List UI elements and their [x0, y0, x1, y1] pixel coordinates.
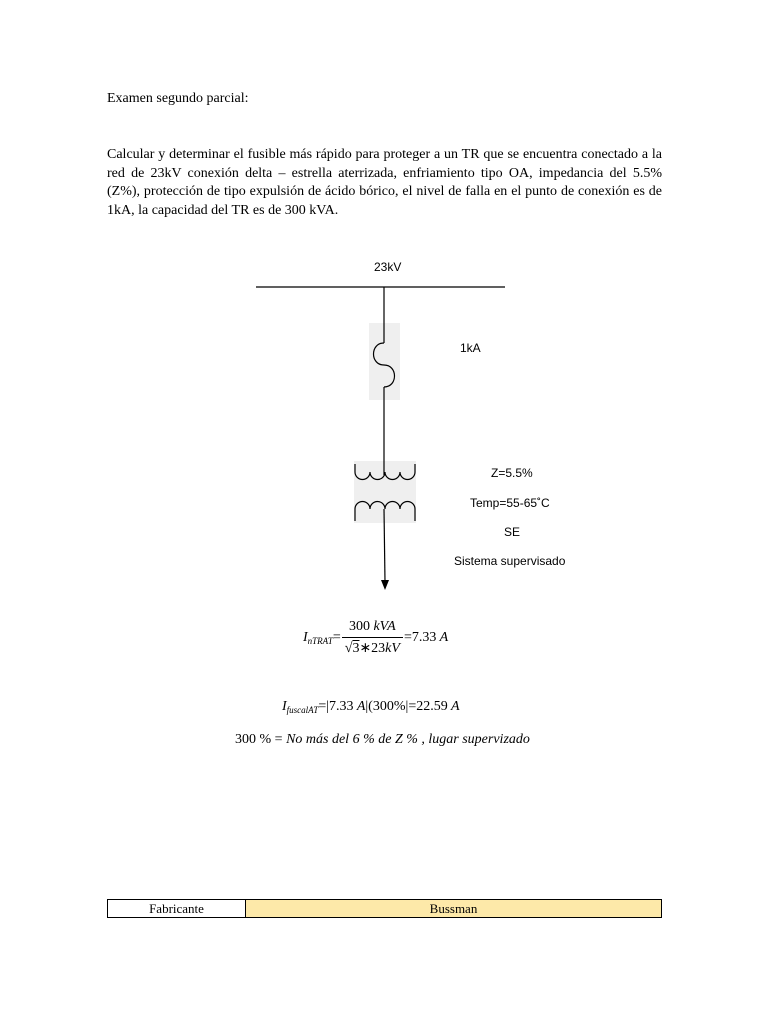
bus-voltage-label: 23kV [374, 260, 402, 274]
temperature-label: Temp=55-65˚C [470, 496, 550, 510]
fuse-spec-table [107, 899, 662, 918]
rated-current-equation: $I_{nTRAT}=$ $\frac{\text{300 kVA}}{√3∗23kV}$ =7.33 A [303, 619, 449, 656]
type-label: SE [504, 525, 521, 539]
table-row [108, 900, 662, 918]
manufacturer-header-cell: Fabricante [108, 900, 246, 918]
manufacturer-value-cell: Bussman [246, 900, 662, 918]
transformer-secondary-winding [355, 502, 415, 522]
problem-statement: Calcular y determinar el fusible más rápido para proteger a un TR que se encuentra conectado a la red de 23kV conexión delta – estrella aterrizada, enfriamiento tipo OA, impedancia del 5.5% (Z%), protección de tipo expulsión de ácido bórico, el nivel de falla en el punto de conexión es de 1kA, la capacidad del TR es de 300 kVA. [107, 147, 662, 218]
load-arrow [381, 580, 389, 590]
fuse-current-equation: $I_{fuscalAT}=|7.33$ A|(300%|=22.59 A [282, 699, 460, 715]
criteria-equation: 300 % = No más del 6 % de Z % , lugar supervizado [235, 732, 530, 747]
fuse-symbol [374, 343, 395, 387]
load-line [384, 509, 385, 582]
exam-heading: Examen segundo parcial: [107, 91, 249, 106]
impedance-label: Z=5.5% [491, 466, 533, 480]
system-label: Sistema supervisado [454, 554, 566, 568]
transformer-primary-winding [355, 464, 415, 480]
fuse-shade [369, 323, 400, 400]
fault-level-label: 1kA [460, 341, 481, 355]
transformer-shade [354, 461, 416, 523]
